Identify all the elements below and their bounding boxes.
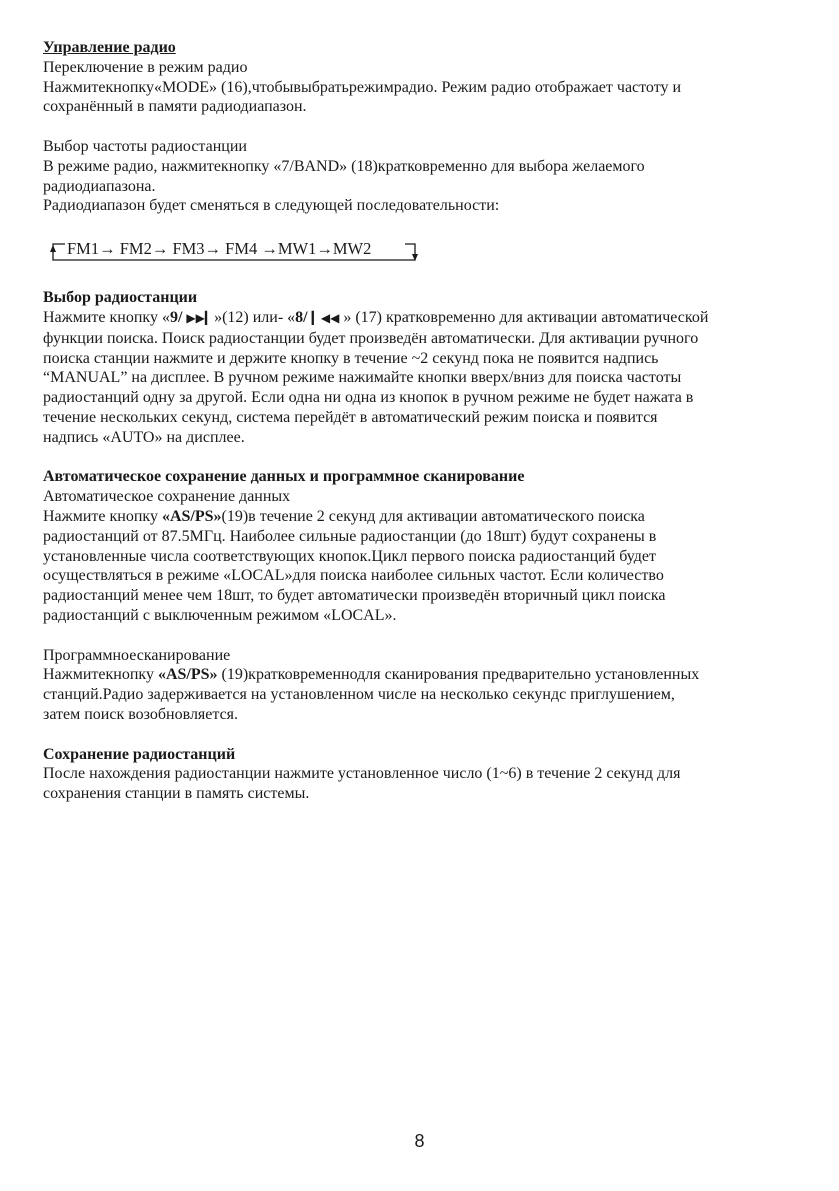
text-line: надпись «AUTO» на дисплее. <box>43 428 245 446</box>
text-line: сохранённый в памяти радиодиапазон. <box>43 98 307 116</box>
text-line: Радиодиапазон будет сменяться в следующей последовательности: <box>43 197 500 215</box>
prev-track-icon: ▎◀◀ <box>311 310 340 325</box>
text-line: установленные числа соответствующих кнопок.Цикл первого поиска радиостанций будет <box>43 547 657 565</box>
section-save-stations-title: Сохранение радиостанций <box>43 745 236 763</box>
text-line: затем поиск возобновляется. <box>43 705 239 723</box>
band-sequence-diagram <box>43 222 803 288</box>
page-number: 8 <box>414 1131 425 1151</box>
next-track-icon: ▶▶▎ <box>186 310 215 325</box>
text-line: течение нескольких секунд, система перейдёт в автоматический режим поиска и появится <box>43 408 658 426</box>
text-line: “MANUAL” на дисплее. В ручном режиме нажимайте кнопки вверх/вниз для поиска частоты <box>43 369 682 387</box>
subtitle-radio-mode: Переключение в режим радио <box>43 58 248 76</box>
text-line: Нажмите кнопку «9/ ▶▶▎»(12) или- «8/ ▎◀◀ » (17) кратковременно для активации автоматической <box>43 308 709 326</box>
text-line: поиска станции нажмите и держите кнопку в течение ~2 секунд пока не появится надпись <box>43 349 659 367</box>
section-autostore-title: Автоматическое сохранение данных и программное сканирование <box>43 468 525 486</box>
text-line: Нажмитекнопку «AS/PS» (19)кратковременнодля сканирования предварительно установленных <box>43 666 700 684</box>
text-line: сохранения станции в память системы. <box>43 785 310 803</box>
text-line: радиостанций менее чем 18шт, то будет автоматически произведён вторичный цикл поиска <box>43 587 666 605</box>
text-line: функции поиска. Поиск радиостанции будет произведён автоматически. Для активации ручного <box>43 329 699 347</box>
text-line: После нахождения радиостанции нажмите установленное число (1~6) в течение 2 секунд для <box>43 765 681 783</box>
text-line: станций.Радио задерживается на установленном числе на несколько секундс приглушением, <box>43 686 675 704</box>
subtitle-autostore: Автоматическое сохранение данных <box>43 488 291 506</box>
text-line: радиостанций с выключенным режимом «LOCAL». <box>43 606 397 624</box>
subtitle-frequency-select: Выбор частоты радиостанции <box>43 137 247 155</box>
text-line: радиодиапазона. <box>43 177 156 195</box>
text-line: Нажмите кнопку «AS/PS»(19)в течение 2 секунд для активации автоматического поиска <box>43 507 645 525</box>
section-radio-control-title: Управление радио <box>43 39 176 56</box>
text-line: радиостанций от 87.5МГц. Наиболее сильные радиостанции (до 18шт) будут сохранены в <box>43 527 657 545</box>
text-line: Нажмитекнопку«MODE» (16),чтобывыбратьрежимрадио. Режим радио отображает частоту и <box>43 78 682 96</box>
band-sequence-text: FM1→ FM2→ FM3→ FM4 →MW1→MW2 <box>67 239 372 259</box>
text-line: радиостанций одну за другой. Если одна ни одна из кнопок в ручном режиме не будет нажата в <box>43 389 694 407</box>
text-line: осуществляться в режиме «LOCAL»для поиска наиболее сильных частот. Если количество <box>43 567 664 585</box>
text-line: В режиме радио, нажмитекнопку «7/BAND» (18)кратковременно для выбора желаемого <box>43 157 645 175</box>
subtitle-program-scan: Программноесканирование <box>43 646 231 664</box>
section-station-select-title: Выбор радиостанции <box>43 289 198 307</box>
manual-page <box>43 38 803 804</box>
